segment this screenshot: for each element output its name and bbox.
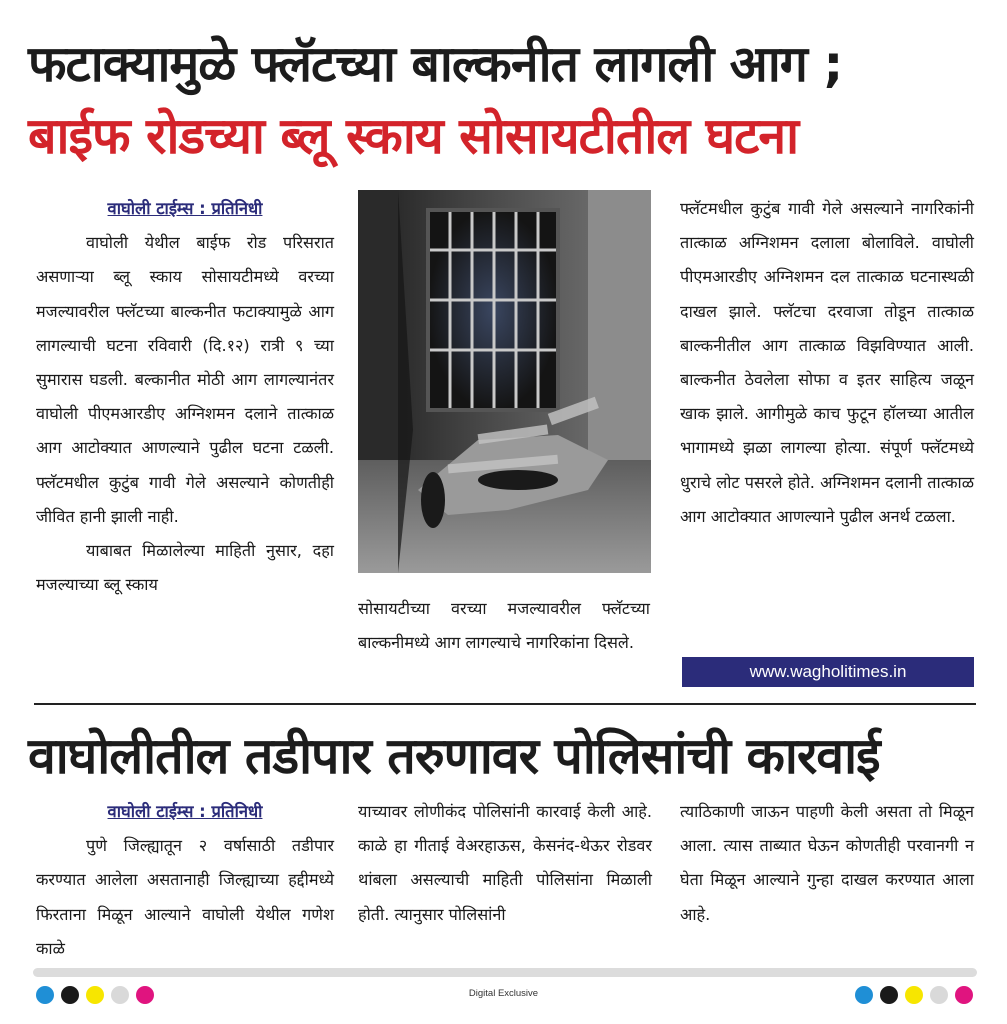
article1-byline: वाघोली टाईम्स : प्रतिनिधी [107, 199, 263, 218]
registration-dot-icon [855, 986, 873, 1004]
registration-dot-icon [36, 986, 54, 1004]
article2-column-3 [680, 795, 974, 932]
registration-dot-icon [955, 986, 973, 1004]
article2-paragraph-1: पुणे जिल्ह्यातून २ वर्षासाठी तडीपार करण्यात आलेला असतानाही जिल्ह्याच्या हद्दीमध्ये फिरताना मिळून आल्याने वाघोली येथील गणेश काळे [36, 836, 334, 958]
registration-dot-icon [930, 986, 948, 1004]
registration-dot-icon [111, 986, 129, 1004]
burnt-balcony-image [358, 190, 651, 573]
article1-column-1 [36, 192, 334, 602]
article1-paragraph-3: सोसायटीच्या वरच्या मजल्यावरील फ्लॅटच्या बाल्कनीमध्ये आग लागल्याचे नागरिकांना दिसले. [358, 599, 650, 653]
article2-byline: वाघोली टाईम्स : प्रतिनिधी [107, 802, 263, 821]
registration-marks-left [36, 986, 154, 1004]
article1-headline-line2: बाईफ रोडच्या ब्लू स्काय सोसायटीतील घटना [28, 107, 799, 165]
registration-dot-icon [905, 986, 923, 1004]
registration-dot-icon [61, 986, 79, 1004]
article2-headline: वाघोलीतील तडीपार तरुणावर पोलिसांची कारवाई [28, 727, 880, 785]
registration-marks-right [855, 986, 973, 1004]
article2-column-1 [36, 795, 334, 966]
article1-paragraph-2: याबाबत मिळालेल्या माहिती नुसार, दहा मजल्याच्या ब्लू स्काय [36, 541, 334, 595]
fire-damage-photo [358, 190, 651, 573]
registration-dot-icon [880, 986, 898, 1004]
article1-column-3 [680, 192, 974, 534]
footer-label: Digital Exclusive [468, 988, 539, 999]
article2-column-2 [358, 795, 652, 932]
registration-dot-icon [86, 986, 104, 1004]
article2-paragraph-3: त्याठिकाणी जाऊन पाहणी केली असता तो मिळून आला. त्यास ताब्यात घेऊन कोणतीही परवानगी न घेता मिळून आल्याने गुन्हा दाखल करण्यात आला आहे. [680, 802, 974, 924]
website-banner[interactable]: www.wagholitimes.in [682, 657, 974, 687]
article2-paragraph-2: याच्यावर लोणीकंद पोलिसांनी कारवाई केली आहे. काळे हा गीताई वेअरहाऊस, केसनंद-थेऊर रोडवर थांबला असल्याची माहिती पोलिसांना मिळाली होती. त्यानुसार पोलिसांनी [358, 802, 652, 924]
footer-bar [33, 968, 977, 977]
registration-dot-icon [136, 986, 154, 1004]
article1-paragraph-1: वाघोली येथील बाईफ रोड परिसरात असणाऱ्या ब्लू स्काय सोसायटीमध्ये वरच्या मजल्यावरील फ्लॅटच्या बाल्कनीत फटाक्यामुळे आग लागल्याची घटना रविवारी (दि.१२) रात्री ९ च्या सुमारास घडली. बल्कानीत मोठी आग लागल्यानंतर वाघोली पीएमआरडीए अग्निशमन दलाने तात्काळ आग आटोक्यात आणल्याने पुढील घटना टळली. फ्लॅटमधील कुटुंब गावी गेले असल्याने कोणतीही जीवित हानी झाली नाही. [36, 233, 334, 526]
article1-paragraph-4: फ्लॅटमधील कुटुंब गावी गेले असल्याने नागरिकांनी तात्काळ अग्निशमन दलाला बोलाविले. वाघोली पीएमआरडीए अग्निशमन दल तात्काळ घटनास्थळी दाखल झाले. फ्लॅटचा दरवाजा तोडून तात्काळ बाल्कनीतील आग तात्काळ विझविण्यात आली. बाल्कनीत ठेवलेला सोफा व इतर साहित्य जळून खाक झाले. आगीमुळे काच फुटून हॉलच्या आतील भागामध्ये झळा लागल्या होत्या. संपूर्ण फ्लॅटमध्ये धुराचे लोट पसरले होते. अग्निशमन दलानी तात्काळ आग आटोक्यात आणल्याने पुढील अनर्थ टळला. [680, 199, 974, 526]
article-divider [34, 703, 976, 705]
article1-headline-line1: फटाक्यामुळे फ्लॅटच्या बाल्कनीत लागली आग ; [28, 35, 843, 93]
article1-column-2 [358, 592, 650, 660]
